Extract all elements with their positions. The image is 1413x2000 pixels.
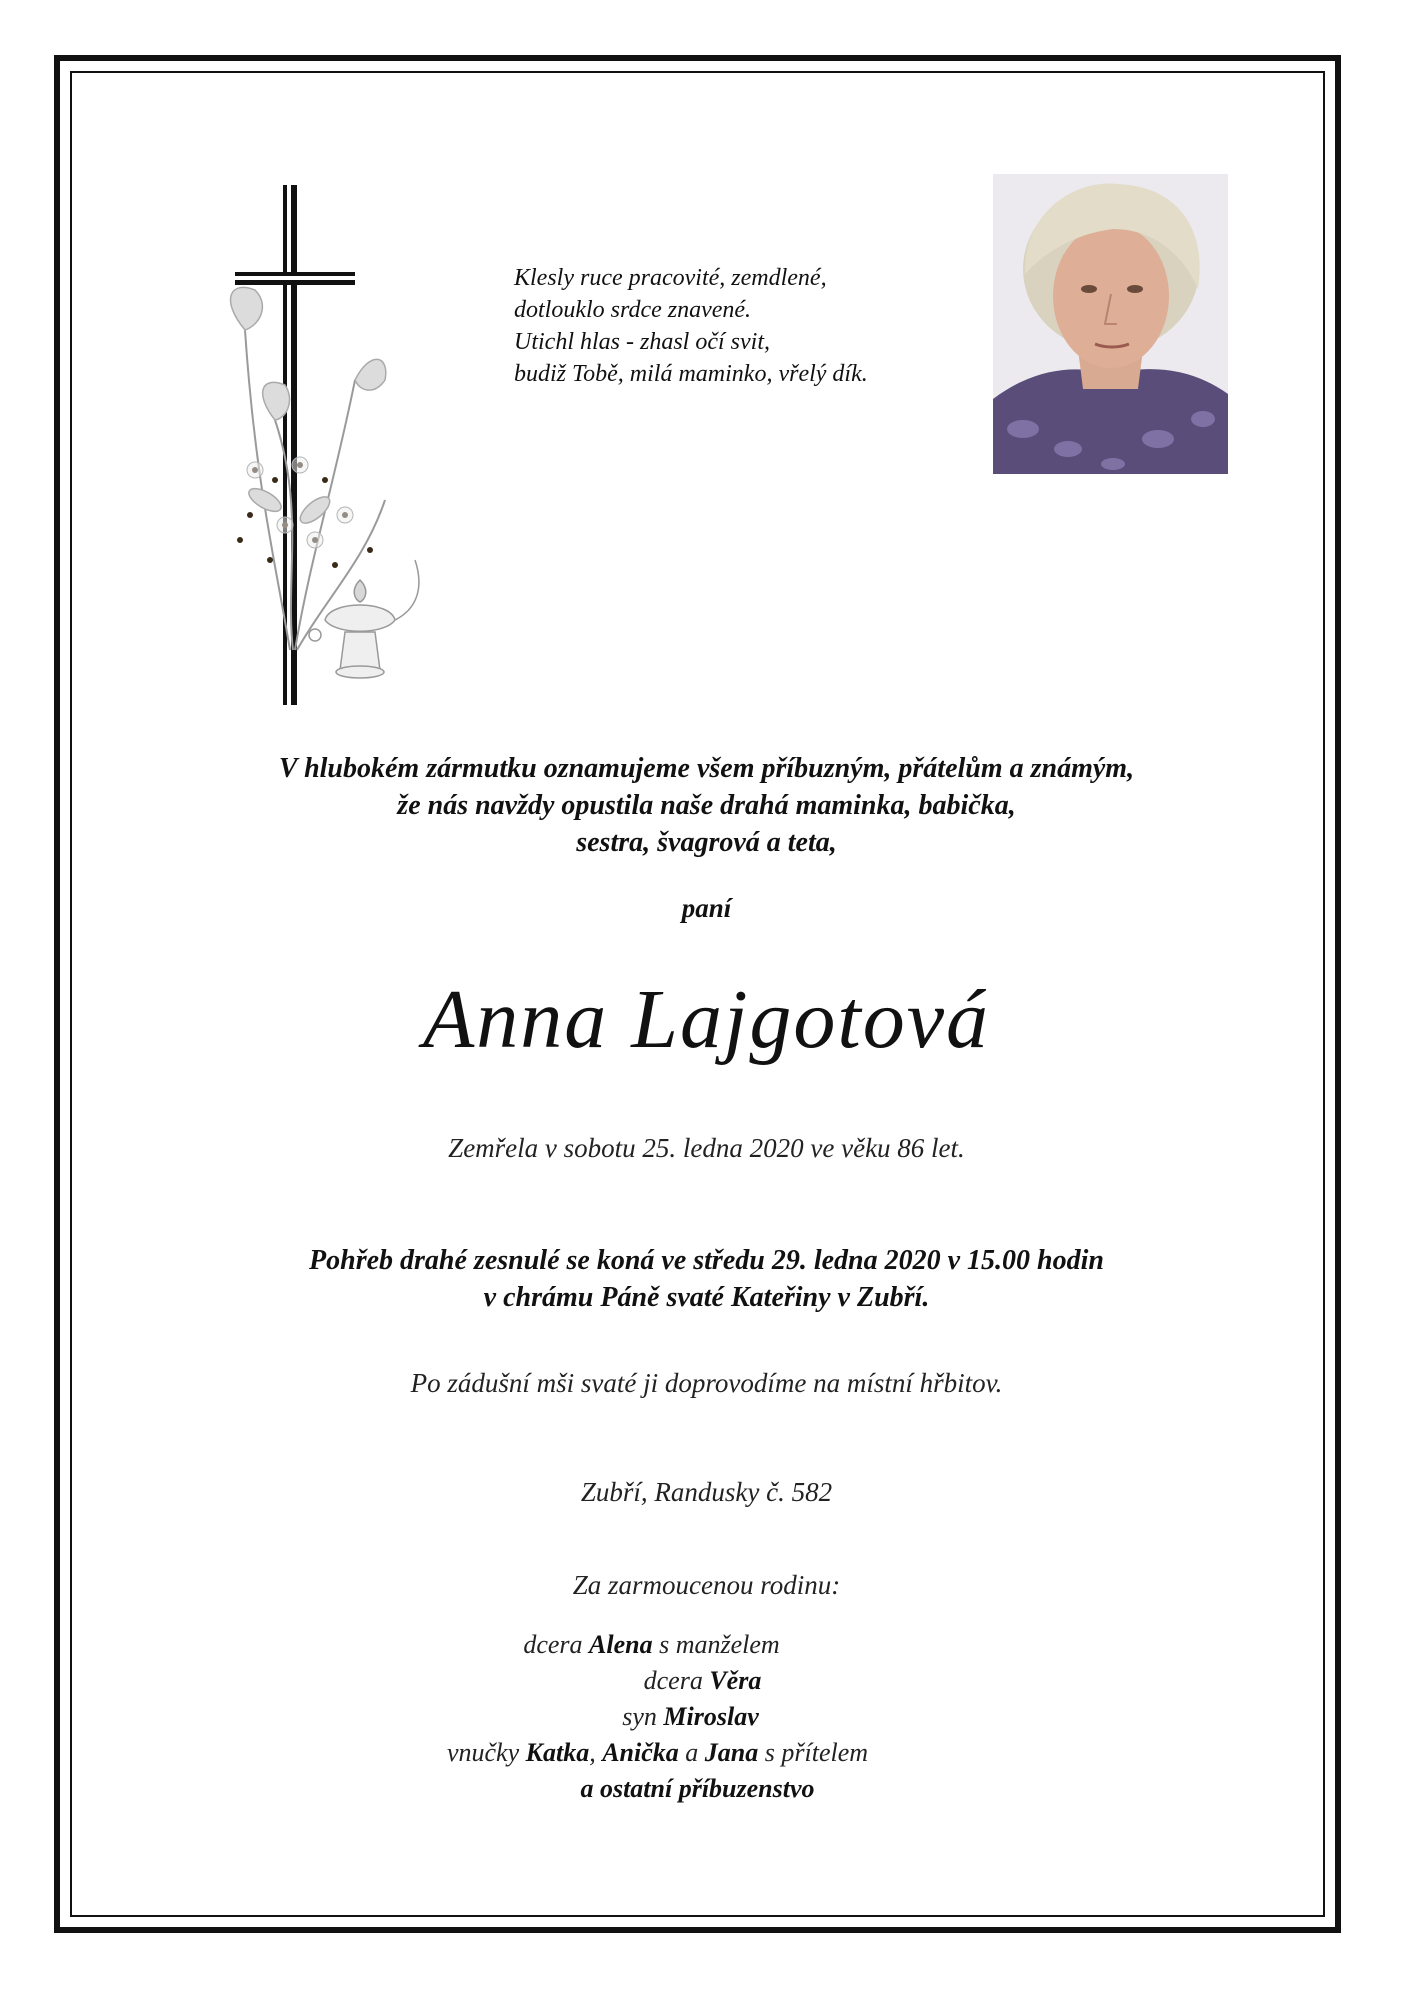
family-separator: ,	[589, 1738, 603, 1767]
poem-line: Utichl hlas - zhasl očí svit,	[514, 329, 770, 355]
family-list	[80, 1627, 1333, 1807]
family-others: a ostatní příbuzenstvo	[580, 1774, 815, 1803]
family-separator: a	[678, 1738, 705, 1767]
announcement-line: V hlubokém zármutku oznamujeme všem příbuzným, přátelům a známým,	[278, 753, 1135, 784]
announcement-line: sestra, švagrová a teta,	[576, 827, 837, 858]
announcement	[80, 750, 1333, 861]
poem-line: Klesly ruce pracovité, zemdlené,	[514, 265, 827, 291]
family-member-name: Jana	[704, 1738, 759, 1767]
title-word: paní	[681, 893, 732, 923]
funeral-line: v chrámu Páně svaté Kateřiny v Zubří.	[483, 1282, 930, 1313]
announcement-line: že nás navždy opustila naše drahá maminka, babička,	[397, 790, 1016, 821]
family-member-name: Alena	[589, 1630, 653, 1659]
family-line	[25, 1627, 1278, 1663]
family-member-name: Anička	[602, 1738, 679, 1767]
family-line	[71, 1771, 1324, 1807]
family-member-name: Miroslav	[663, 1702, 759, 1731]
cross-with-lilies-icon	[215, 180, 445, 720]
deceased-name: Anna Lajgotová	[423, 973, 990, 1066]
family-line	[64, 1699, 1317, 1735]
poem	[514, 262, 954, 390]
family-member-name: Věra	[709, 1666, 762, 1695]
family-line	[31, 1735, 1284, 1771]
family-line	[76, 1663, 1329, 1699]
funeral-info	[80, 1242, 1333, 1316]
death-note: Zemřela v sobotu 25. ledna 2020 ve věku 86 let.	[448, 1133, 965, 1163]
family-relation: s přítelem	[758, 1738, 869, 1767]
address: Zubří, Randusky č. 582	[580, 1477, 833, 1507]
family-member-name: Katka	[525, 1738, 590, 1767]
family-relation: syn	[622, 1702, 664, 1731]
mourners-heading: Za zarmoucenou rodinu:	[572, 1570, 841, 1600]
family-relation: s manželem	[652, 1630, 780, 1659]
funeral-line: Pohřeb drahé zesnulé se koná ve středu 29. ledna 2020 v 15.00 hodin	[309, 1245, 1104, 1276]
family-relation: dcera	[643, 1666, 710, 1695]
family-relation: vnučky	[446, 1738, 526, 1767]
family-relation: dcera	[523, 1630, 590, 1659]
mass-note: Po zádušní mši svaté ji doprovodíme na místní hřbitov.	[410, 1368, 1003, 1398]
portrait-photo	[993, 174, 1228, 474]
poem-line: dotlouklo srdce znavené.	[514, 297, 752, 323]
poem-line: budiž Tobě, milá maminko, vřelý dík.	[514, 361, 868, 387]
